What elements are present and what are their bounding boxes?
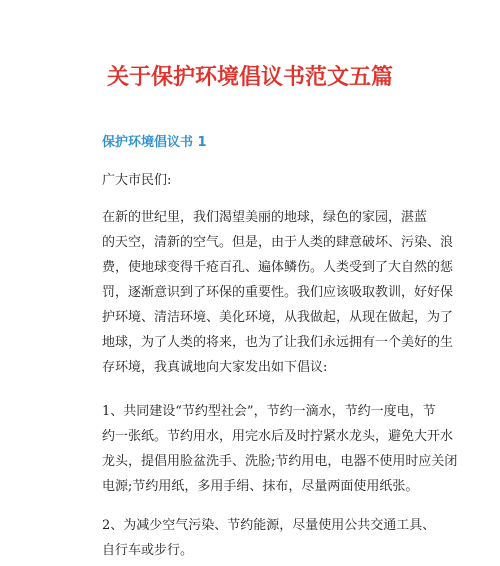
paragraph-line: 护环境、清洁环境、美化环境，从我做起，从现在做起，为了 xyxy=(102,310,454,325)
paragraph-line: 自行车或步行。 xyxy=(102,543,194,558)
paragraph-line: 费，使地球变得千疮百孔、遍体鳞伤。人类受到了大自然的惩 xyxy=(102,260,454,275)
paragraph-line: 存环境，我真诚地向大家发出如下倡议: xyxy=(102,360,328,375)
paragraph-line: 龙头，提倡用脸盆洗手、洗脸;节约用电，电器不使用时应关闭 xyxy=(102,454,458,469)
section-heading: 保护环境倡议书 1 xyxy=(102,135,207,150)
paragraph-line: 1、共同建设“节约型社会”，节约一滴水，节约一度电，节 xyxy=(102,404,436,419)
salutation: 广大市民们: xyxy=(102,173,172,188)
page-title: 关于保护环境倡议书范文五篇 xyxy=(106,65,393,90)
paragraph-line: 在新的世纪里，我们渴望美丽的地球，绿色的家园，湛蓝 xyxy=(102,210,428,225)
paragraph-line: 2、为减少空气污染、节约能源，尽量使用公共交通工具、 xyxy=(102,518,436,533)
paragraph-line: 电源;节约用纸，多用手绢、抹布，尽量两面使用纸张。 xyxy=(102,479,419,494)
paragraph-line: 地球，为了人类的将来，也为了让我们永远拥有一个美好的生 xyxy=(102,335,454,350)
paragraph-line: 罚，逐渐意识到了环保的重要性。我们应该吸取教训，好好保 xyxy=(102,285,454,300)
paragraph-line: 的天空，清新的空气。但是，由于人类的肆意破坏、污染、浪 xyxy=(102,235,454,250)
paragraph-line: 约一张纸。节约用水，用完水后及时拧紧水龙头，避免大开水 xyxy=(102,429,454,444)
